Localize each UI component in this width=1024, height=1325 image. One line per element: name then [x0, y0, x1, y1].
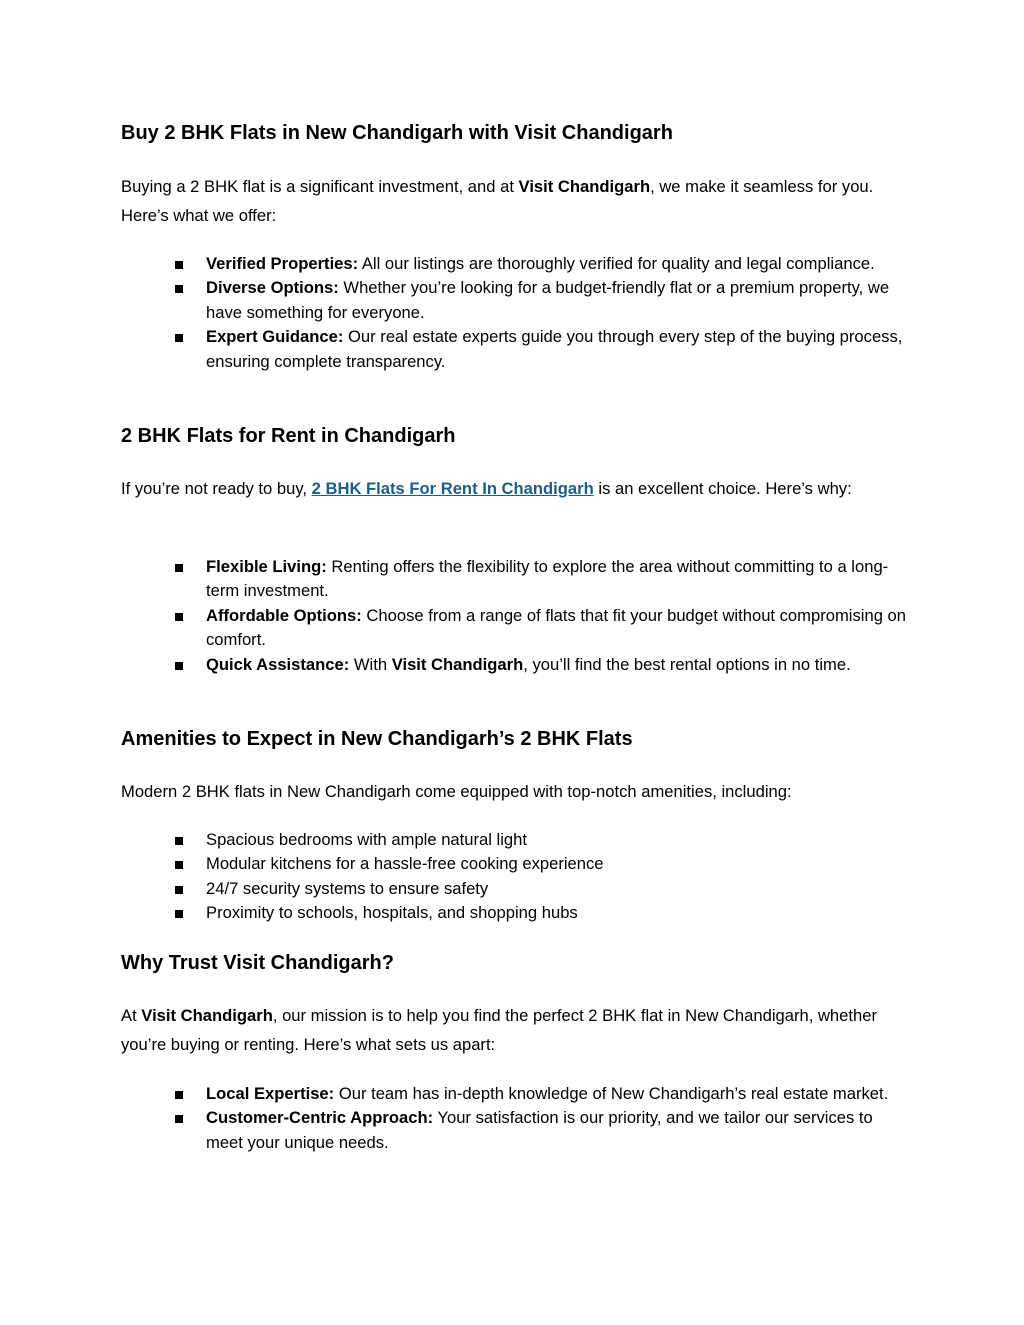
item-text: Proximity to schools, hospitals, and shopping hubs	[206, 903, 578, 923]
list-item	[0, 877, 1024, 901]
square-bullet-icon	[175, 861, 183, 869]
square-bullet-icon	[175, 837, 183, 845]
square-bullet-icon	[175, 613, 183, 621]
trust-list	[0, 1082, 1024, 1155]
amenities-list	[0, 828, 1024, 926]
item-text: Renting offers the flexibility to explore the area without committing to a long-term investment.	[206, 557, 889, 601]
list-item	[0, 828, 1024, 852]
item-label: Affordable Options:	[206, 605, 362, 625]
square-bullet-icon	[175, 662, 183, 670]
list-item	[0, 901, 1024, 925]
item-text: 24/7 security systems to ensure safety	[206, 878, 489, 898]
buy-intro-text-end: , we make it seamless for you. Here’s what we offer:	[121, 177, 874, 225]
trust-heading: Why Trust Visit Chandigarh?	[121, 952, 394, 974]
rent-intro-text-end: is an excellent choice. Here’s why:	[593, 479, 852, 498]
list-item	[0, 604, 1024, 653]
item-label: Quick Assistance:	[206, 654, 350, 674]
square-bullet-icon	[175, 285, 183, 293]
square-bullet-icon	[175, 261, 183, 269]
list-item	[0, 276, 1024, 325]
square-bullet-icon	[175, 910, 183, 918]
list-item	[0, 325, 1024, 374]
item-text: All our listings are thoroughly verified for quality and legal compliance.	[358, 254, 875, 273]
item-text: Modular kitchens for a hassle-free cooking experience	[206, 854, 604, 874]
trust-intro-text: At	[121, 1006, 142, 1025]
item-brand: Visit Chandigarh	[391, 654, 524, 674]
buy-intro-text: Buying a 2 BHK flat is a significant investment, and at	[121, 177, 519, 196]
square-bullet-icon	[175, 1091, 183, 1099]
item-label: Flexible Living:	[206, 557, 327, 576]
item-label: Expert Guidance:	[206, 327, 344, 347]
square-bullet-icon	[175, 334, 183, 342]
list-item	[0, 1082, 1024, 1106]
rent-intro-text: If you’re not ready to buy,	[121, 479, 312, 498]
rent-heading: 2 BHK Flats for Rent in Chandigarh	[121, 425, 456, 447]
item-text: Whether you’re looking for a budget-friendly flat or a premium property, we have something for everyone.	[206, 278, 890, 322]
amenities-heading: Amenities to Expect in New Chandigarh’s 2 BHK Flats	[121, 728, 633, 750]
list-item	[0, 653, 1024, 677]
item-label: Diverse Options:	[206, 278, 339, 298]
item-text: Spacious bedrooms with ample natural light	[206, 830, 527, 849]
trust-intro	[121, 1001, 921, 1059]
list-item	[0, 555, 1024, 604]
trust-intro-text-end: , our mission is to help you find the perfect 2 BHK flat in New Chandigarh, whether you’re buying or renting. Here’s what sets us apart:	[121, 1006, 877, 1054]
list-item	[0, 852, 1024, 876]
buy-intro	[121, 172, 921, 230]
item-text: Our real estate experts guide you through every step of the buying process, ensuring complete transparency.	[206, 327, 903, 371]
square-bullet-icon	[175, 564, 183, 572]
item-label: Local Expertise:	[206, 1084, 335, 1103]
rent-intro	[121, 474, 921, 503]
rent-link[interactable]: 2 BHK Flats For Rent In Chandigarh	[311, 479, 594, 498]
rent-list	[0, 555, 1024, 677]
square-bullet-icon	[175, 1115, 183, 1123]
buy-heading: Buy 2 BHK Flats in New Chandigarh with Visit Chandigarh	[121, 122, 673, 144]
buy-list	[0, 252, 1024, 374]
amenities-intro: Modern 2 BHK flats in New Chandigarh come equipped with top-notch amenities, including:	[121, 782, 792, 801]
item-text: With	[349, 654, 392, 674]
square-bullet-icon	[175, 886, 183, 894]
item-text-end: , you’ll find the best rental options in no time.	[523, 654, 851, 674]
item-text: Your satisfaction is our priority, and we tailor our services to meet your unique needs.	[206, 1108, 873, 1152]
item-text: Choose from a range of flats that fit your budget without compromising on comfort.	[206, 605, 906, 650]
item-label: Customer-Centric Approach:	[206, 1108, 434, 1128]
buy-intro-brand: Visit Chandigarh	[518, 177, 651, 196]
list-item	[0, 1106, 1024, 1155]
list-item	[0, 252, 1024, 276]
item-label: Verified Properties:	[206, 254, 359, 273]
item-text: Our team has in-depth knowledge of New Chandigarh’s real estate market.	[334, 1084, 889, 1103]
trust-intro-brand: Visit Chandigarh	[141, 1006, 273, 1025]
